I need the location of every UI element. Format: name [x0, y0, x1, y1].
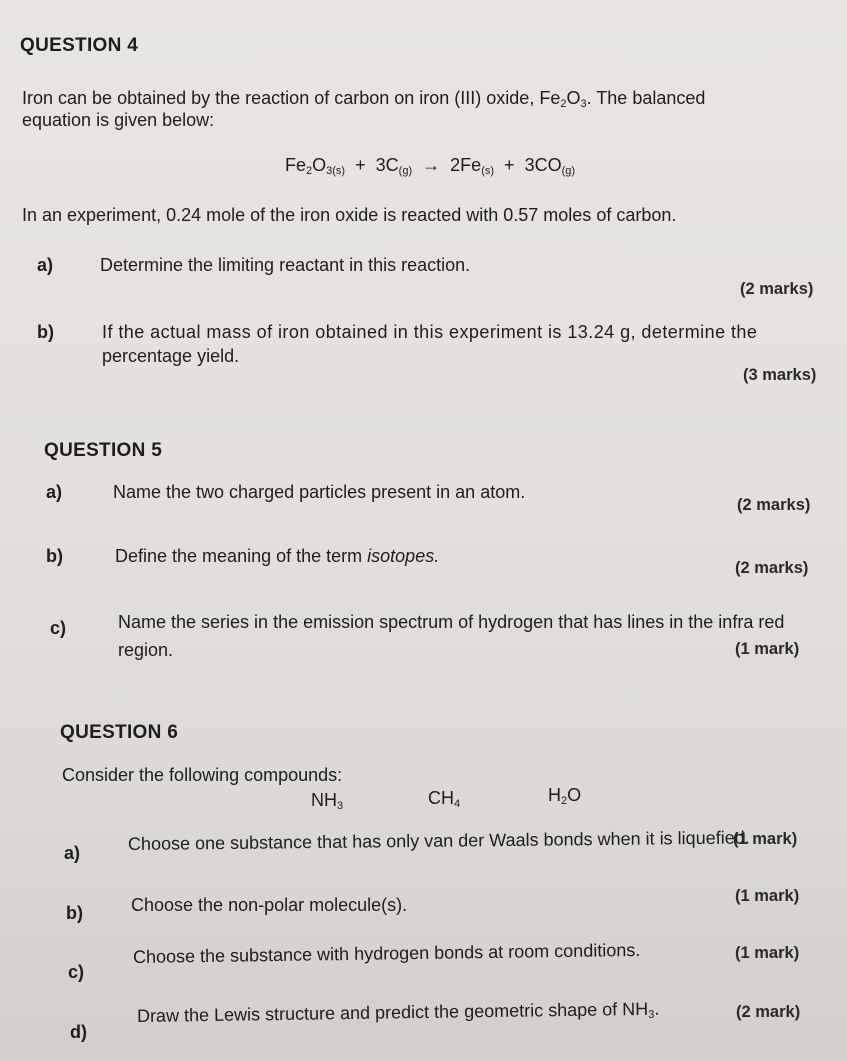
- compound-h2o: [548, 785, 581, 807]
- q6-intro: Consider the following compounds:: [62, 765, 343, 785]
- question-5-heading: QUESTION 5: [44, 440, 163, 461]
- eq-o: O: [312, 155, 327, 175]
- q6d-sub: 3: [648, 1008, 655, 1021]
- q6d-label: d): [70, 1022, 87, 1042]
- q6d-text-main: Draw the Lewis structure and predict the geometric shape of NH: [136, 998, 649, 1026]
- q4a-marks: (2 marks): [740, 280, 814, 298]
- eq-iron: 2Fe: [450, 155, 482, 175]
- compound-sub: 3: [337, 800, 344, 812]
- question-4-heading: QUESTION 4: [20, 35, 139, 56]
- q6c-label: c): [68, 962, 85, 982]
- q6c-marks: (1 mark): [735, 944, 800, 962]
- q5c-marks: (1 mark): [735, 640, 800, 658]
- q4-intro-line1: [22, 88, 705, 110]
- q5b-text-main: Define the meaning of the term: [115, 546, 363, 566]
- q5c-text-line1: Name the series in the emission spectrum of hydrogen that has lines in the infra red: [118, 612, 785, 632]
- eq-plus: +: [504, 155, 515, 175]
- compound-ch4: [428, 788, 460, 810]
- q6b-text: Choose the non-polar molecule(s).: [131, 895, 408, 915]
- compound-nh3-text: NH: [311, 790, 337, 810]
- eq-sub-state: (s): [481, 165, 495, 177]
- eq-carbon: 3C: [375, 155, 399, 175]
- q5b-marks: (2 marks): [735, 559, 809, 577]
- q6a-label: a): [64, 843, 81, 863]
- compound-nh3: [311, 790, 343, 812]
- q5b-label: b): [46, 546, 63, 566]
- q4-intro-formula: $Fe_2O_3$: [539, 88, 587, 110]
- q6d-text: [137, 999, 660, 1028]
- q6d-end: .: [654, 998, 660, 1019]
- compound-sub: 2: [561, 795, 568, 807]
- q4b-text-line2: percentage yield.: [102, 346, 240, 366]
- q6c-text: Choose the substance with hydrogen bonds at room conditions.: [132, 939, 641, 967]
- q6a-text: Choose one substance that has only van der Waals bonds when it is liquefied.: [127, 827, 750, 854]
- arrow-icon: →: [422, 155, 441, 175]
- compound-sub: 4: [454, 798, 461, 810]
- q5c-text-line2: region.: [118, 640, 174, 660]
- q6b-label: b): [66, 903, 83, 923]
- question-6-heading: QUESTION 6: [60, 722, 179, 743]
- eq-plus: +: [355, 155, 366, 175]
- q5a-text: Name the two charged particles present in an atom.: [113, 482, 526, 502]
- q4-experiment-text: In an experiment, 0.24 mole of the iron oxide is reacted with 0.57 moles of carbon.: [22, 205, 677, 225]
- q6b-marks: (1 mark): [735, 887, 800, 905]
- q5b-text: [115, 546, 439, 567]
- compound-ch4-text: CH: [428, 788, 454, 808]
- q5b-term: isotopes.: [367, 546, 440, 566]
- q4b-text-line1: If the actual mass of iron obtained in this experiment is 13.24 g, determine the: [102, 322, 758, 342]
- q4a-text: Determine the limiting reactant in this reaction.: [100, 255, 471, 275]
- eq-fe: Fe: [285, 155, 307, 175]
- eq-sub-state: (g): [398, 165, 413, 177]
- q4-intro-end: . The balanced: [586, 88, 706, 108]
- compound-o-text: O: [567, 785, 582, 805]
- eq-co: 3CO: [524, 155, 562, 175]
- balanced-equation: [285, 155, 575, 177]
- q5c-label: c): [50, 618, 67, 638]
- q4a-label: a): [37, 255, 54, 275]
- q5a-marks: (2 marks): [737, 496, 811, 514]
- q4b-marks: (3 marks): [743, 366, 817, 384]
- q4-intro-line2: equation is given below:: [22, 110, 215, 130]
- compound-h-text: H: [548, 785, 561, 805]
- eq-sub-state: (g): [561, 165, 576, 177]
- eq-sub-state: 3(s): [326, 165, 346, 177]
- q4b-label: b): [37, 322, 54, 342]
- q6a-marks: (1 mark): [733, 830, 798, 848]
- q6d-marks: (2 mark): [736, 1003, 801, 1021]
- eq-sub: 2: [306, 165, 313, 177]
- q4-intro-text: Iron can be obtained by the reaction of carbon on iron (III) oxide,: [22, 88, 535, 108]
- q5a-label: a): [46, 482, 63, 502]
